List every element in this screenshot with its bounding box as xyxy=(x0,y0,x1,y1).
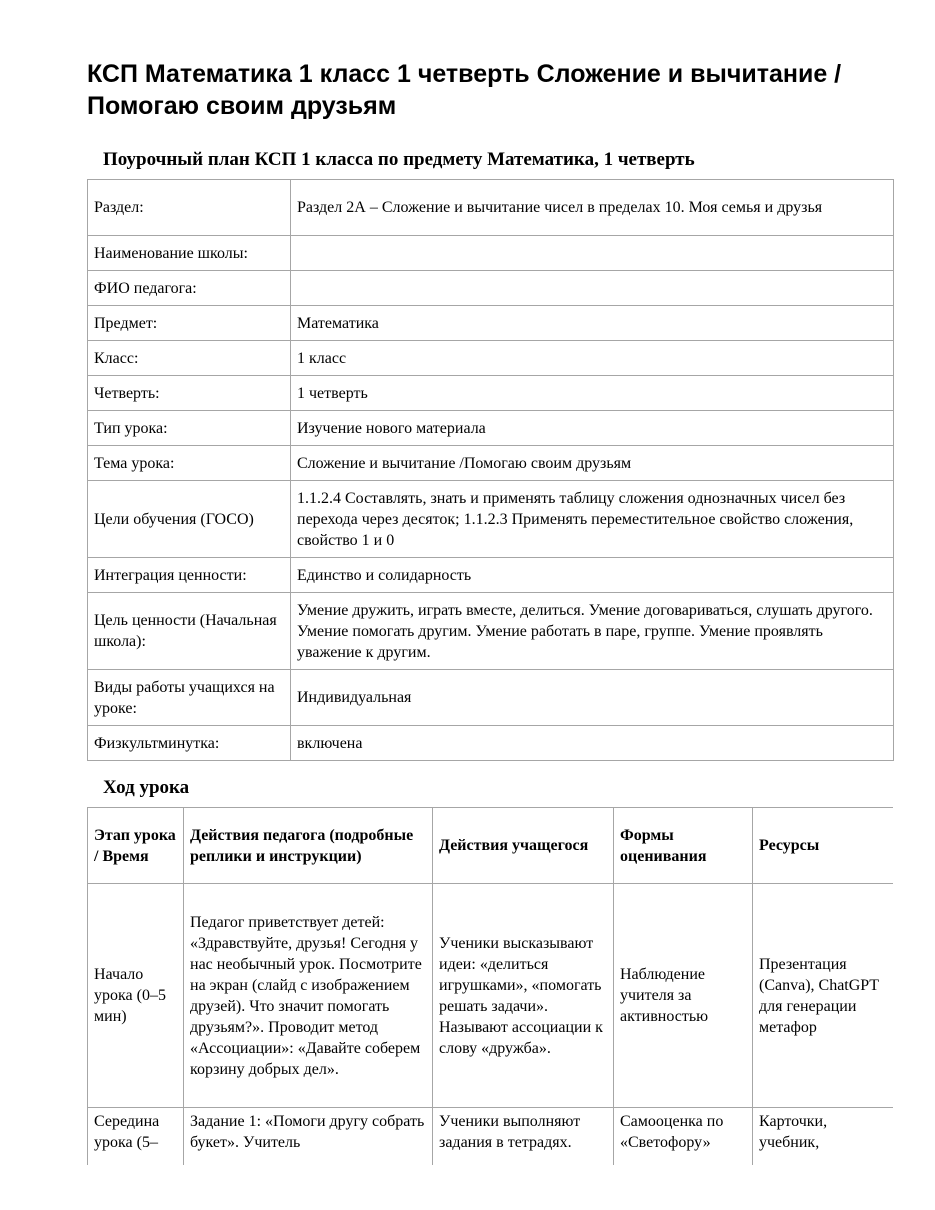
info-label: Цели обучения (ГОСО) xyxy=(88,481,291,558)
info-row xyxy=(88,593,894,670)
info-label: Интеграция ценности: xyxy=(88,558,291,593)
lesson-table-header-row xyxy=(88,808,894,884)
lesson-cell: Ученики выполняют задания в тетрадях. xyxy=(433,1108,614,1166)
info-label: Наименование школы: xyxy=(88,236,291,271)
lesson-row xyxy=(88,1108,894,1166)
info-label: Физкультминутка: xyxy=(88,726,291,761)
info-row xyxy=(88,726,894,761)
info-row xyxy=(88,180,894,236)
info-label: Виды работы учащихся на уроке: xyxy=(88,670,291,726)
info-row xyxy=(88,558,894,593)
lesson-column-header: Этап урока / Время xyxy=(88,808,184,884)
info-row xyxy=(88,670,894,726)
info-value: 1 класс xyxy=(291,341,894,376)
info-row xyxy=(88,411,894,446)
info-value: Индивидуальная xyxy=(291,670,894,726)
info-row xyxy=(88,306,894,341)
info-label: Предмет: xyxy=(88,306,291,341)
lesson-cell: Карточки, учебник, xyxy=(753,1108,894,1166)
info-row xyxy=(88,481,894,558)
document-title: КСП Математика 1 класс 1 четверть Сложение и вычитание /Помогаю своим друзьям xyxy=(87,60,842,120)
info-label: Тема урока: xyxy=(88,446,291,481)
info-row xyxy=(88,376,894,411)
lesson-cell: Начало урока (0–5 мин) xyxy=(88,884,184,1108)
info-value: 1 четверть xyxy=(291,376,894,411)
info-row xyxy=(88,446,894,481)
info-value: Умение дружить, играть вместе, делиться. Умение договариваться, слушать другого. Умение помогать другим. Умение работать в паре, группе. Умение проявлять уважение к другим. xyxy=(291,593,894,670)
info-value: Сложение и вычитание /Помогаю своим друзьям xyxy=(291,446,894,481)
info-label: Раздел: xyxy=(88,180,291,236)
lesson-cell: Задание 1: «Помоги другу собрать букет». Учитель xyxy=(184,1108,433,1166)
lesson-cell: Презентация (Canva), ChatGPT для генерации метафор xyxy=(753,884,894,1108)
info-value: 1.1.2.4 Составлять, знать и применять таблицу сложения однозначных чисел без перехода через десяток; 1.1.2.3 Применять переместительное свойство сложения, свойство 1 и 0 xyxy=(291,481,894,558)
info-value: включена xyxy=(291,726,894,761)
info-row xyxy=(88,236,894,271)
lesson-cell: Наблюдение учителя за активностью xyxy=(614,884,753,1108)
info-value: Единство и солидарность xyxy=(291,558,894,593)
info-value xyxy=(291,271,894,306)
document-page xyxy=(87,58,893,1151)
lesson-column-header: Действия учащегося xyxy=(433,808,614,884)
lesson-column-header: Формы оценивания xyxy=(614,808,753,884)
info-value: Изучение нового материала xyxy=(291,411,894,446)
lesson-heading: Ход урока xyxy=(103,777,190,798)
lesson-cell: Середина урока (5– xyxy=(88,1108,184,1166)
lesson-flow-table xyxy=(87,807,893,1165)
lesson-cell: Педагог приветствует детей: «Здравствуйте, друзья! Сегодня у нас необычный урок. Посмотрите на экран (слайд с изображением друзей). Что значит помогать друзьям?». Проводит метод «Ассоциации»: «Давайте соберем корзину добрых дел». xyxy=(184,884,433,1108)
info-label: ФИО педагога: xyxy=(88,271,291,306)
lesson-column-header: Действия педагога (подробные реплики и инструкции) xyxy=(184,808,433,884)
info-label: Класс: xyxy=(88,341,291,376)
lesson-row xyxy=(88,884,894,1108)
lesson-cell: Самооценка по «Светофору» xyxy=(614,1108,753,1166)
lesson-cell: Ученики высказывают идеи: «делиться игрушками», «помогать решать задачи». Называют ассоциации к слову «дружба». xyxy=(433,884,614,1108)
lesson-info-table xyxy=(87,179,894,761)
info-label: Цель ценности (Начальная школа): xyxy=(88,593,291,670)
info-label: Четверть: xyxy=(88,376,291,411)
lesson-column-header: Ресурсы xyxy=(753,808,894,884)
lesson-table-viewport xyxy=(87,807,893,1165)
info-value: Раздел 2А – Сложение и вычитание чисел в пределах 10. Моя семья и друзья xyxy=(291,180,894,236)
info-row xyxy=(88,341,894,376)
info-value: Математика xyxy=(291,306,894,341)
plan-heading: Поурочный план КСП 1 класса по предмету Математика, 1 четверть xyxy=(103,149,695,170)
info-label: Тип урока: xyxy=(88,411,291,446)
info-value xyxy=(291,236,894,271)
info-row xyxy=(88,271,894,306)
